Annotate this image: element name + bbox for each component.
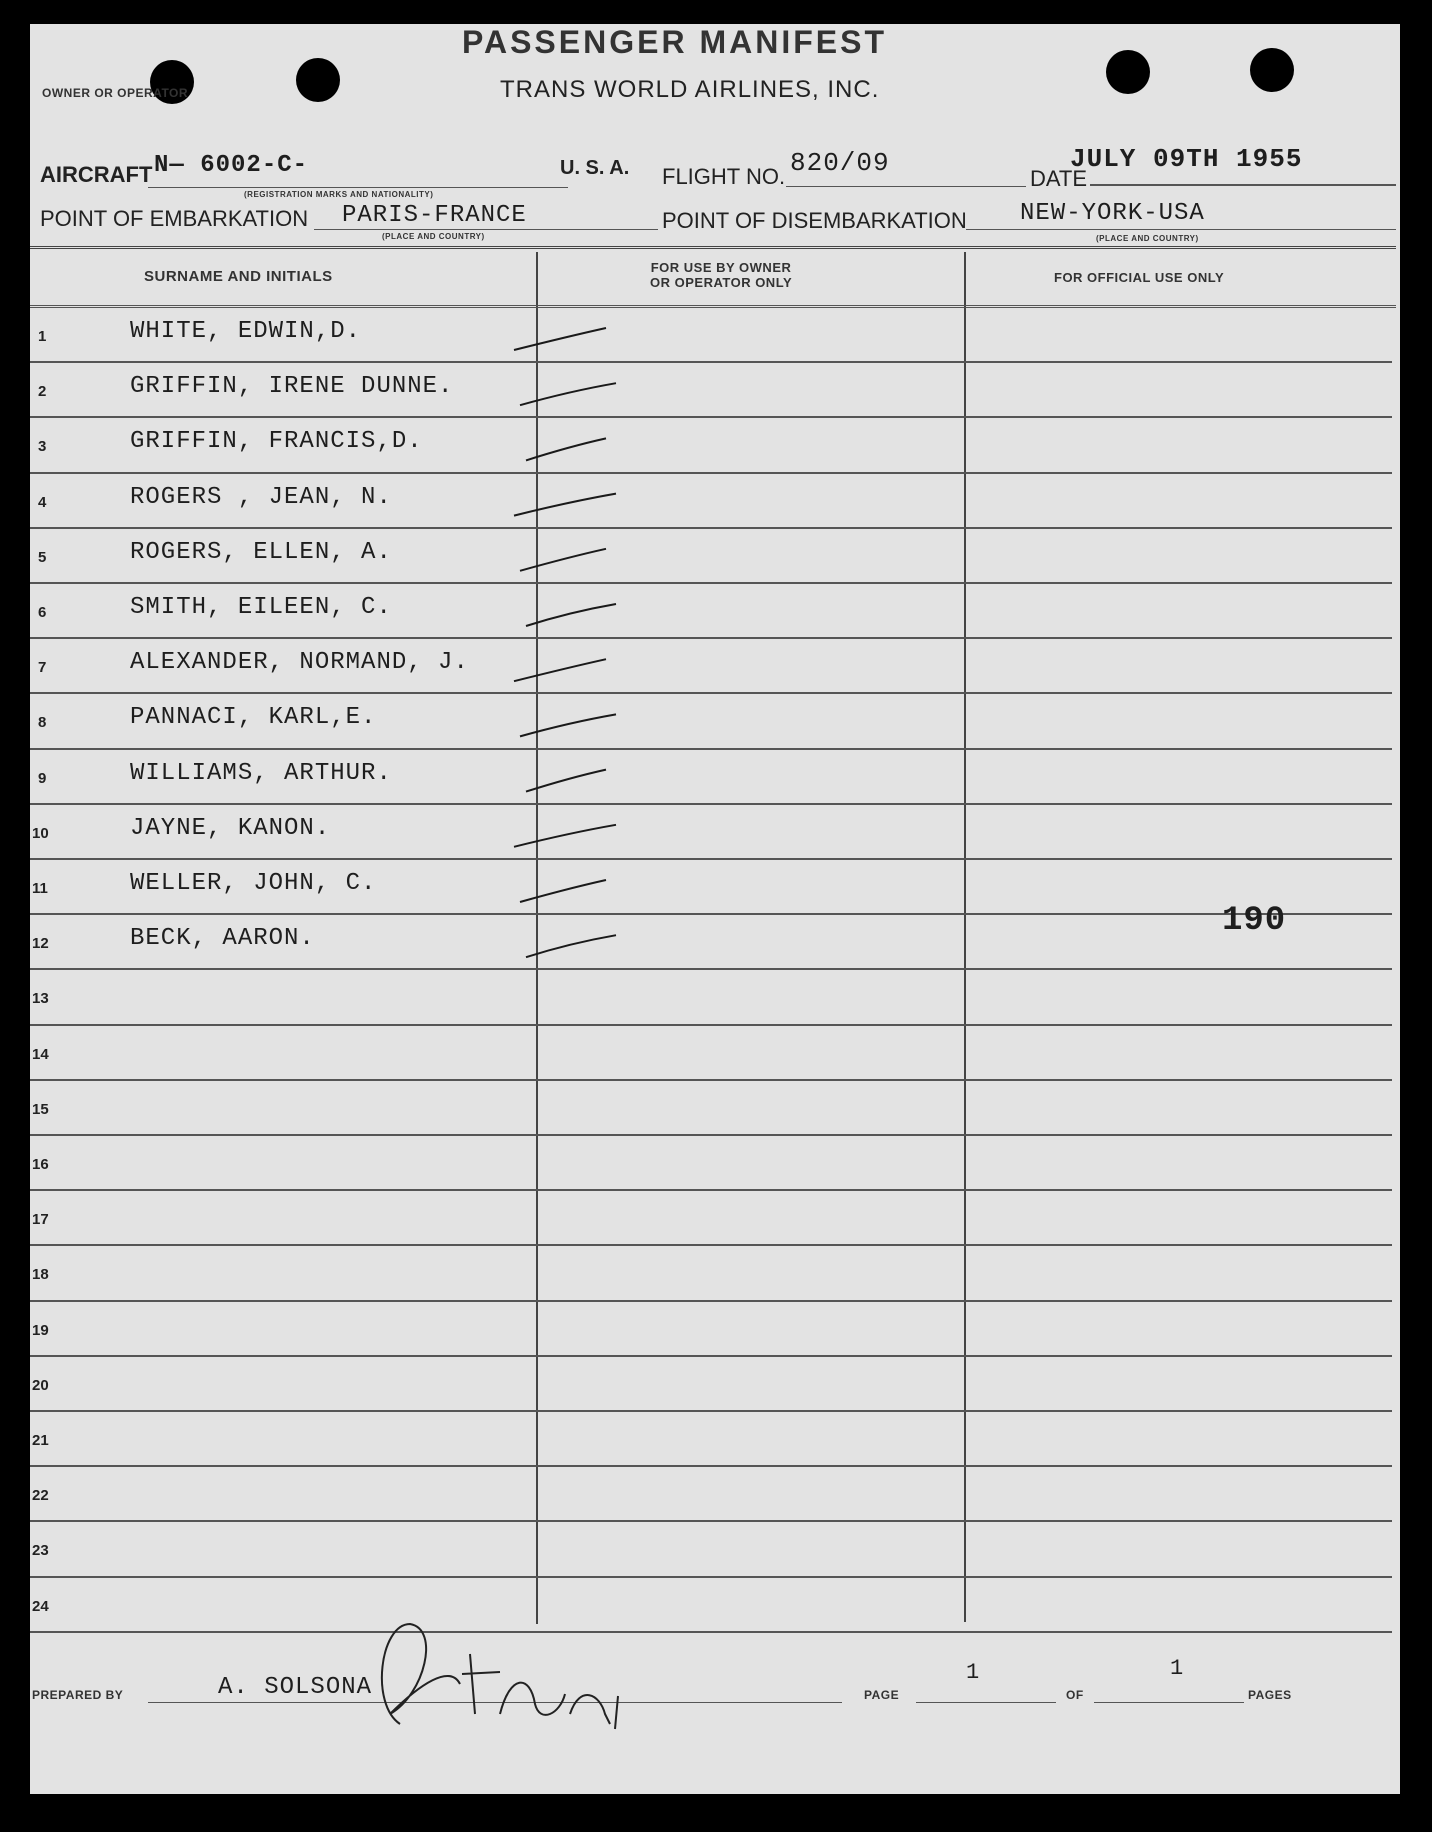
- row-number: 17: [32, 1211, 49, 1229]
- row-number: 19: [32, 1321, 49, 1339]
- row-number: 23: [32, 1542, 49, 1560]
- passenger-name: ALEXANDER, NORMAND, J.: [130, 649, 469, 677]
- owner-value: TRANS WORLD AIRLINES, INC.: [500, 76, 880, 103]
- page-value: 1: [966, 1660, 981, 1685]
- row-number: 1: [38, 328, 47, 345]
- aircraft-value: N— 6002-C-: [154, 152, 309, 179]
- row-number: 14: [32, 1045, 49, 1063]
- row-number: 7: [38, 659, 47, 677]
- signature: [30, 24, 1400, 1794]
- passenger-name: BECK, AARON.: [130, 925, 315, 953]
- passenger-name: GRIFFIN, FRANCIS,D.: [130, 428, 423, 456]
- page-label: PAGE: [864, 1688, 900, 1702]
- prepared-label: PREPARED BY: [32, 1688, 124, 1702]
- row-number: 8: [38, 714, 47, 732]
- pages-label: PAGES: [1248, 1688, 1292, 1702]
- row-number: 12: [32, 935, 49, 953]
- embark-value: PARIS-FRANCE: [342, 202, 527, 229]
- prepared-value: A. SOLSONA: [218, 1674, 373, 1701]
- row-number: 4: [38, 493, 47, 511]
- row-number: 5: [38, 548, 47, 566]
- usa-label: U. S. A.: [560, 157, 630, 179]
- row-number: 21: [32, 1432, 49, 1449]
- embark-label: POINT OF EMBARKATION: [40, 206, 309, 231]
- aircraft-label: AIRCRAFT: [40, 162, 153, 187]
- owner-label: OWNER OR OPERATOR: [42, 86, 189, 100]
- passenger-name: ROGERS , JEAN, N.: [130, 483, 392, 511]
- embark-place-caption: (PLACE AND COUNTRY): [382, 232, 485, 241]
- column-header-official: FOR OFFICIAL USE ONLY: [1054, 270, 1225, 285]
- row-number: 24: [32, 1597, 49, 1615]
- of-label: OF: [1066, 1688, 1084, 1702]
- passenger-name: WELLER, JOHN, C.: [130, 870, 377, 897]
- row-number: 2: [38, 383, 47, 401]
- row-number: 11: [32, 880, 48, 897]
- date-value: JULY 09TH 1955: [1070, 144, 1303, 174]
- passenger-name: WHITE, EDWIN,D.: [130, 318, 362, 345]
- date-label: DATE: [1030, 166, 1088, 191]
- page-title: PASSENGER MANIFEST: [462, 24, 887, 60]
- row-number: 15: [32, 1100, 49, 1118]
- row-number: 22: [32, 1487, 49, 1505]
- disembark-label: POINT OF DISEMBARKATION: [662, 208, 967, 233]
- row-number: 18: [32, 1266, 49, 1284]
- column-header-surname: SURNAME AND INITIALS: [144, 268, 333, 285]
- flight-label: FLIGHT NO.: [662, 164, 786, 189]
- passenger-name: ROGERS, ELLEN, A.: [130, 538, 392, 566]
- official-note: 190: [1222, 902, 1287, 940]
- row-number: 3: [38, 438, 47, 456]
- manifest-page: [30, 24, 1400, 1794]
- disembark-place-caption: (PLACE AND COUNTRY): [1096, 234, 1199, 243]
- row-number: 16: [32, 1156, 49, 1173]
- row-number: 6: [38, 604, 47, 621]
- passenger-name: PANNACI, KARL,E.: [130, 704, 377, 732]
- disembark-value: NEW-YORK-USA: [1020, 200, 1205, 227]
- row-number: 13: [32, 990, 49, 1008]
- row-number: 10: [32, 824, 49, 842]
- passenger-name: JAYNE, KANON.: [130, 814, 331, 842]
- row-number: 9: [38, 769, 47, 787]
- flight-value: 820/09: [790, 148, 890, 178]
- registration-caption: (REGISTRATION MARKS AND NATIONALITY): [244, 190, 434, 199]
- of-value: 1: [1170, 1656, 1185, 1681]
- row-number: 20: [32, 1376, 49, 1394]
- passenger-name: WILLIAMS, ARTHUR.: [130, 759, 392, 787]
- column-header-owner: FOR USE BY OWNER OR OPERATOR ONLY: [650, 260, 793, 290]
- passenger-name: SMITH, EILEEN, C.: [130, 594, 392, 621]
- passenger-name: GRIFFIN, IRENE DUNNE.: [130, 373, 454, 401]
